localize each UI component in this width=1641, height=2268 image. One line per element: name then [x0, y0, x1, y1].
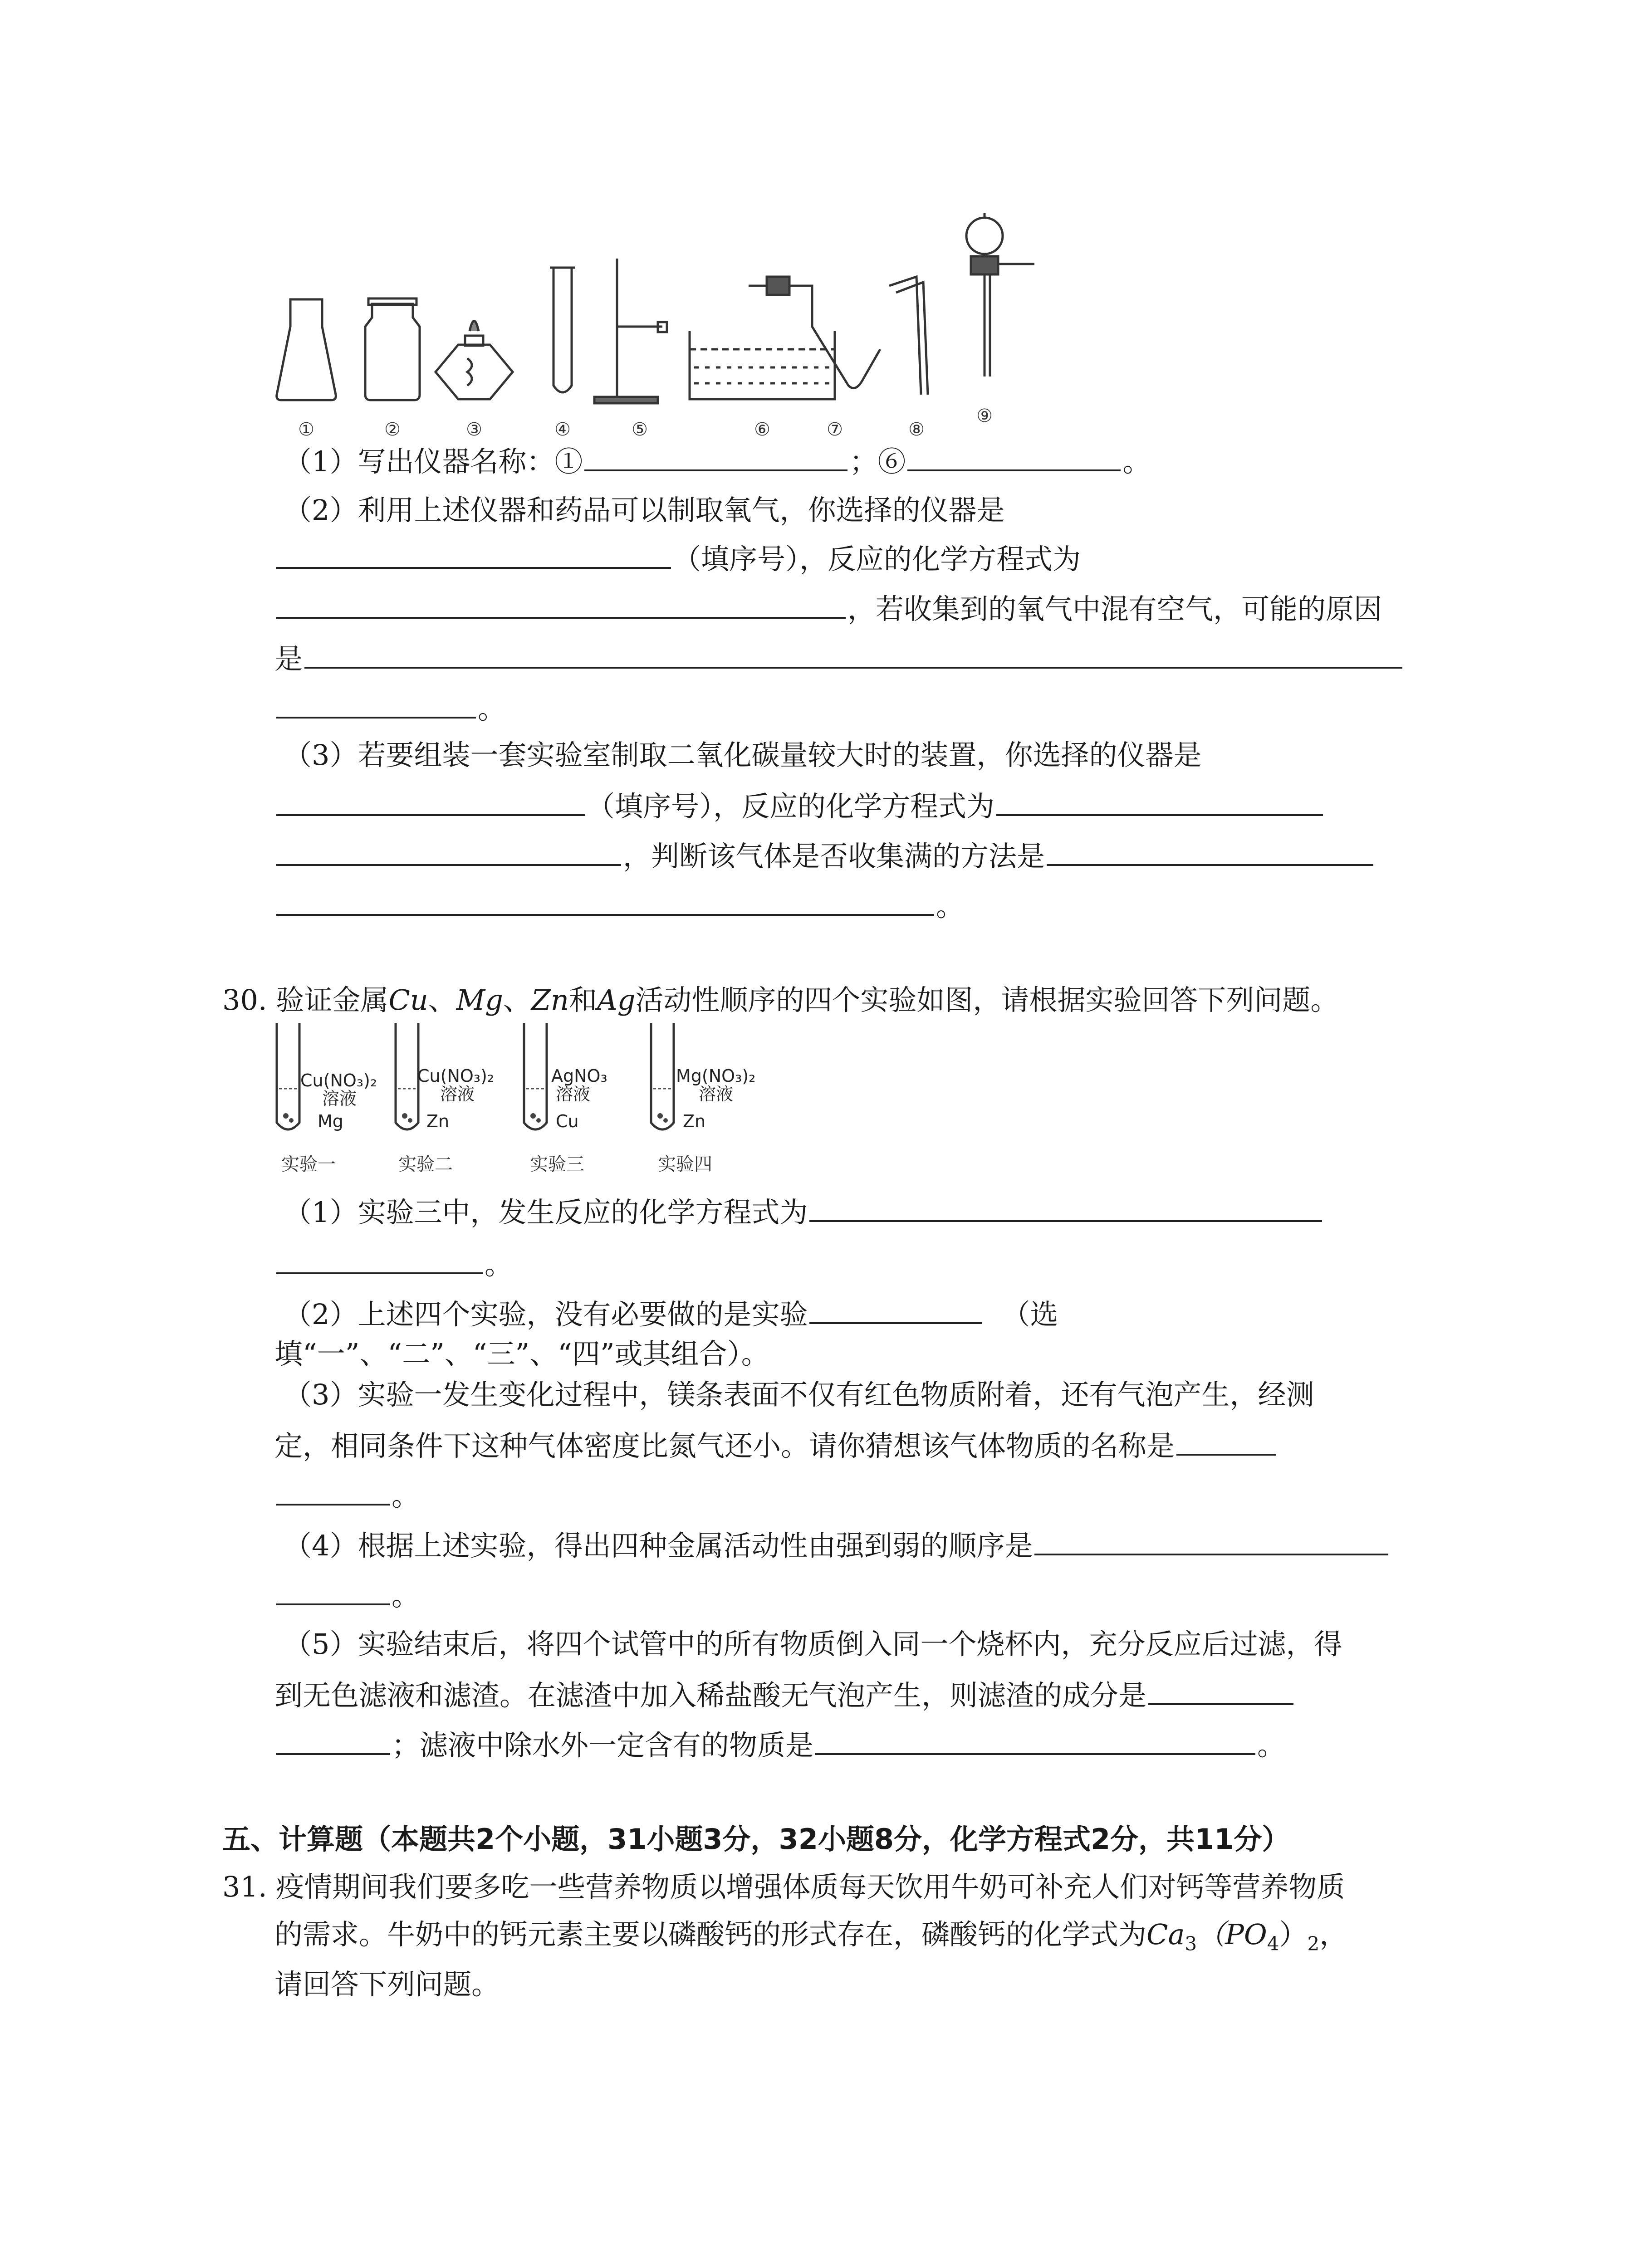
q29-blank-o2-reason-cont[interactable]	[276, 689, 476, 719]
formula-sub-3: 3	[1185, 1932, 1197, 1955]
q30-sep-2: 、	[503, 983, 531, 1017]
formula-sub-4: 4	[1267, 1932, 1279, 1955]
q30-part5-line3	[274, 1726, 1285, 1764]
q30-part1-line1	[284, 1193, 1324, 1231]
q30-p5-text-d: 。	[1257, 1729, 1286, 1762]
q29-part2-line1	[284, 492, 1004, 528]
stopper-delivery-tube-icon	[749, 277, 880, 388]
q30-p3-text-b: 定，相同条件下这种气体密度比氮气还小。请你猜想该气体物质的名称是	[274, 1429, 1175, 1462]
apparatus-label-8: ⑧	[908, 419, 925, 440]
apparatus-label-4: ④	[554, 419, 571, 440]
apparatus-label-6: ⑥	[754, 419, 770, 440]
q30-blank-exp3-equation-cont[interactable]	[276, 1245, 483, 1274]
tube-1-solution: Cu(NO₃)₂	[300, 1070, 377, 1090]
q29-blank-o2-equation[interactable]	[276, 590, 846, 619]
iron-stand-icon	[594, 259, 667, 403]
section-5-heading: 五、计算题（本题共2个小题，31小题3分，32小题8分，化学方程式2分，共11分）	[222, 1823, 1290, 1856]
q29-blank-co2-equation-cont[interactable]	[276, 837, 621, 866]
test-tubes-figure	[272, 1021, 817, 1184]
tube-2-solution: Cu(NO₃)₂	[417, 1066, 495, 1086]
q30-sep-1: 、	[428, 983, 456, 1017]
q31-line3	[274, 1966, 500, 2003]
metal-zn: Zn	[531, 983, 569, 1017]
q30-p2-text-b: （选	[1002, 1298, 1058, 1331]
q30-part1-line2	[274, 1245, 513, 1283]
test-tube-icon	[554, 268, 572, 392]
q29-part2-line3	[274, 590, 1382, 627]
q31-line2	[274, 1916, 1347, 1962]
q30-blank-activity-order[interactable]	[1034, 1526, 1388, 1555]
q29-blank-co2-instruments[interactable]	[276, 787, 585, 816]
apparatus-label-5: ⑤	[632, 419, 648, 440]
q29-p1-text-a: （1）写出仪器名称：①	[284, 445, 583, 478]
q30-p5-text-c: ；滤液中除水外一定含有的物质是	[392, 1729, 814, 1762]
q29-p2-text-a: （2）利用上述仪器和药品可以制取氧气，你选择的仪器是	[284, 494, 1005, 527]
q29-blank-co2-full-method[interactable]	[1047, 837, 1373, 866]
q30-p1-text-a: （1）实验三中，发生反应的化学方程式为	[284, 1196, 808, 1229]
q30-p2-text-a: （2）上述四个实验，没有必要做的是实验	[284, 1298, 808, 1331]
q29-p3-text-d: 。	[936, 890, 965, 923]
q29-blank-instrument-6[interactable]	[907, 442, 1121, 471]
tube-2-label: 实验二	[398, 1154, 453, 1175]
q29-part2-line5	[274, 689, 506, 727]
q29-blank-instrument-1[interactable]	[584, 442, 847, 471]
q30-p3-text-a: （3）实验一发生变化过程中，镁条表面不仅有红色物质附着，还有气泡产生，经测	[284, 1378, 1314, 1411]
q29-blank-co2-full-method-cont[interactable]	[276, 887, 934, 916]
q29-part3-line3	[274, 837, 1375, 875]
conical-flask-icon	[277, 299, 336, 400]
apparatus-label-3: ③	[466, 419, 482, 440]
q29-blank-o2-reason[interactable]	[304, 640, 1402, 669]
water-trough-icon	[690, 331, 835, 399]
metal-cu: Cu	[388, 983, 428, 1017]
q29-p3-text-a: （3）若要组装一套实验室制取二氧化碳量较大时的装置，你选择的仪器是	[284, 738, 1202, 772]
q29-blank-o2-instruments[interactable]	[276, 540, 671, 569]
q30-and: 和	[568, 983, 597, 1017]
q30-p5-text-b: 到无色滤液和滤渣。在滤渣中加入稀盐酸无气泡产生，则滤渣的成分是	[274, 1679, 1147, 1712]
tube-2-metal: Zn	[426, 1111, 450, 1131]
q29-p2-text-c: ，若收集到的氧气中混有空气，可能的原因	[847, 592, 1382, 626]
q29-part3-line1	[284, 737, 1201, 773]
q31-text-2-end: ，	[1319, 1918, 1348, 1951]
q30-blank-filtrate[interactable]	[815, 1726, 1255, 1755]
apparatus-label-7: ⑦	[827, 419, 843, 440]
q31-number: 31.	[222, 1870, 267, 1903]
q29-p3-text-c: ，判断该气体是否收集满的方法是	[623, 840, 1045, 873]
tube-4-solution-2: 溶液	[699, 1084, 734, 1104]
formula-sub-2: 2	[1307, 1932, 1320, 1955]
gas-bottle-icon	[365, 304, 420, 400]
formula-po: （PO	[1197, 1918, 1267, 1951]
q30-part2-line2	[274, 1336, 769, 1372]
q30-blank-activity-order-cont[interactable]	[276, 1576, 390, 1605]
q29-p3-text-b: （填序号），反应的化学方程式为	[587, 790, 995, 823]
apparatus-label-1: ①	[298, 419, 314, 440]
apparatus-figure	[263, 213, 1171, 449]
formula-ca: Ca	[1146, 1918, 1185, 1951]
metal-ag: Ag	[597, 983, 636, 1017]
q30-stem	[222, 982, 1338, 1018]
tube-1-solution-2: 溶液	[322, 1089, 357, 1109]
q30-blank-residue[interactable]	[1148, 1676, 1293, 1705]
bent-glass-tube-icon	[889, 277, 928, 395]
q29-part2-line2	[274, 540, 1081, 577]
q30-number: 30.	[222, 983, 267, 1017]
apparatus-label-2: ②	[384, 419, 401, 440]
test-tube-3-icon	[519, 1021, 556, 1139]
formula-close: ）	[1279, 1918, 1308, 1951]
tube-4-label: 实验四	[658, 1154, 712, 1175]
q30-p5-text-a: （5）实验结束后，将四个试管中的所有物质倒入同一个烧杯内，充分反应后过滤，得	[284, 1628, 1342, 1661]
q30-part3-line3	[274, 1476, 420, 1514]
tube-3-label: 实验三	[530, 1154, 584, 1175]
tube-1-label: 实验一	[281, 1154, 336, 1175]
q30-part5-line1	[284, 1626, 1342, 1662]
q30-p3-text-c: 。	[392, 1479, 420, 1512]
alcohol-lamp-icon	[436, 345, 513, 399]
q29-part2-line4	[274, 640, 1404, 677]
tube-3-solution: AgNO₃	[551, 1066, 607, 1086]
tube-4-metal: Zn	[683, 1111, 706, 1131]
q29-p1-text-b: ；⑥	[849, 445, 906, 478]
q30-stem-text-b: 活动性顺序的四个实验如图，请根据实验回答下列问题。	[635, 983, 1339, 1017]
metal-mg: Mg	[456, 983, 503, 1017]
q30-blank-gas-name-cont[interactable]	[276, 1476, 390, 1505]
tube-3-solution-2: 溶液	[556, 1084, 591, 1104]
q30-part4-line2	[274, 1576, 420, 1614]
q30-part2-line1	[284, 1295, 1058, 1333]
q30-blank-exp3-equation[interactable]	[809, 1193, 1322, 1222]
q30-blank-unnecessary-exp[interactable]	[809, 1295, 982, 1324]
separatory-funnel-icon	[966, 213, 1034, 376]
tube-4-solution: Mg(NO₃)₂	[676, 1066, 756, 1086]
q29-p1-text-c: 。	[1122, 445, 1151, 478]
q30-part4-line1	[284, 1526, 1390, 1564]
q29-part3-line2	[274, 787, 1325, 825]
q29-p2-text-e: 。	[478, 692, 506, 725]
q29-p2-text-b: （填序号），反应的化学方程式为	[673, 543, 1081, 576]
apparatus-label-9: ⑨	[976, 406, 993, 426]
q30-blank-gas-name[interactable]	[1176, 1427, 1276, 1456]
q30-stem-text-a: 验证金属	[276, 983, 389, 1017]
q30-part5-line2	[274, 1676, 1295, 1714]
tube-3-metal: Cu	[556, 1111, 579, 1131]
q31-text-3: 请回答下列问题。	[274, 1968, 500, 2001]
q30-part3-line1	[284, 1377, 1314, 1413]
tube-1-metal: Mg	[318, 1111, 343, 1131]
q30-blank-residue-cont[interactable]	[276, 1726, 390, 1755]
q30-p4-text-b: 。	[392, 1579, 420, 1612]
q30-p4-text-a: （4）根据上述实验，得出四种金属活动性由强到弱的顺序是	[284, 1529, 1033, 1562]
q30-part3-line2	[274, 1427, 1278, 1464]
q29-part3-line4	[274, 887, 964, 924]
q31-text-1: 疫情期间我们要多吃一些营养物质以增强体质每天饮用牛奶可补充人们对钙等营养物质	[276, 1870, 1345, 1903]
q31-text-2: 的需求。牛奶中的钙元素主要以磷酸钙的形式存在，磷酸钙的化学式为	[274, 1918, 1147, 1951]
q31-line1	[222, 1869, 1345, 1905]
tube-2-solution-2: 溶液	[440, 1084, 475, 1104]
q29-p2-text-d: 是	[274, 642, 303, 675]
q30-p2-text-c: 填“一”、“二”、“三”、“四”或其组合）。	[274, 1337, 769, 1370]
q29-part1	[284, 442, 1151, 480]
q30-p1-text-b: 。	[485, 1248, 513, 1281]
q29-blank-co2-equation[interactable]	[996, 787, 1323, 816]
